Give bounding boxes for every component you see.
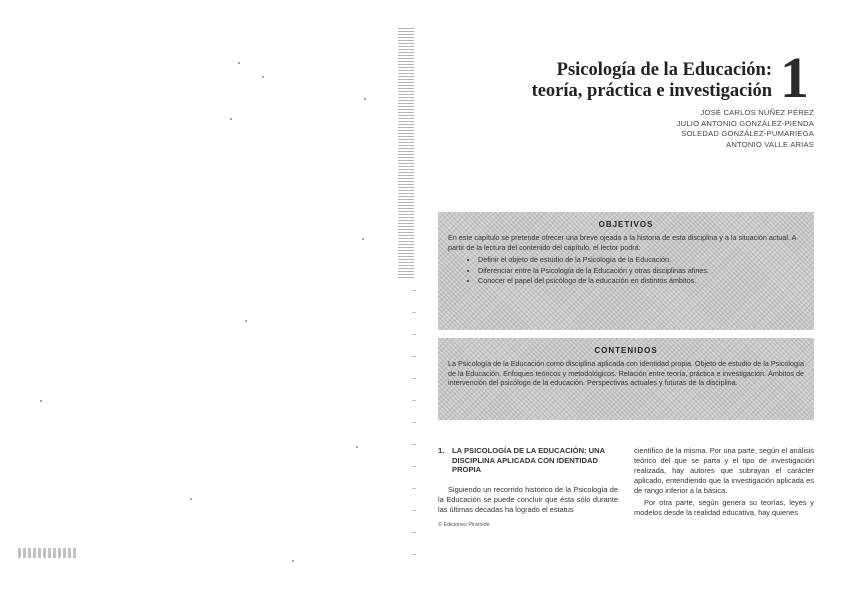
body-column-left [438, 446, 618, 517]
contents-box [438, 338, 814, 420]
section-number: 1. [438, 446, 445, 455]
section-title: LA PSICOLOGÍA DE LA EDUCACIÓN: UNA DISCIPLINA APLICADA CON IDENTIDAD PROPIA [452, 446, 605, 474]
objective-item: • Conocer el papel del psicólogo de la educación en distintos ámbitos. [478, 276, 804, 285]
objectives-box [438, 212, 814, 330]
scan-speck [364, 98, 366, 100]
chapter-title-line-1: Psicología de la Educación: [556, 60, 772, 80]
chapter-title [470, 60, 772, 102]
body-column-right [634, 446, 814, 520]
scan-mark [18, 548, 78, 558]
scan-speck [362, 238, 364, 240]
objectives-intro: En este capítulo se pretende ofrecer una breve ojeada a la historia de esta disciplina y a la situación actual. A partir de la lectura del contenido del capítulo, el lector podrá: [448, 233, 797, 252]
chapter-number: 1 [780, 45, 809, 110]
objective-item: • Definir el objeto de estudio de la Psicología de la Educación. [478, 255, 804, 264]
scan-speck [238, 62, 240, 64]
objective-item: • Diferenciar entre la Psicología de la Educación y otras disciplinas afines. [478, 266, 804, 275]
body-paragraph: Por otra parte, según genera su teorías, leyes y modelos desde la realidad educativa, hay quienes [634, 498, 814, 517]
author-name: SOLEDAD GONZÁLEZ-PUMARIEGA [681, 129, 814, 138]
scan-speck [245, 320, 247, 322]
author-name: ANTONIO VALLE ARIAS [726, 139, 814, 149]
objectives-heading: OBJETIVOS [598, 220, 654, 229]
chapter-title-line-2: teoría, práctica e investigación [531, 81, 772, 101]
scan-speck [40, 400, 42, 402]
body-paragraph: Siguiendo un recorrido histórico de la Psicología de la Educación se puede concluir que ésta sólo durante las últimas décadas ha logrado el estatus [438, 484, 618, 514]
section-heading [438, 446, 618, 475]
gutter-marks [412, 290, 416, 560]
body-paragraph: científico de la misma. Por una parte, según el análisis teórico del que se parta y el tipo de investigación realizada, hay autores que subrayan el carácter aplicado, entendiendo que la investigación aplicada es de rango inferior a la básica. [634, 446, 814, 495]
author-list [560, 108, 814, 150]
contents-heading: CONTENIDOS [594, 346, 658, 355]
scan-speck [230, 118, 232, 120]
author-name: JOSÉ CARLOS NÚÑEZ PÉREZ [700, 108, 814, 117]
author-name: JULIO ANTONIO GONZÁLEZ-PIENDA [676, 118, 814, 128]
scan-speck [190, 498, 192, 500]
book-spine-shadow [398, 28, 414, 278]
scan-speck [292, 560, 294, 562]
contents-text: La Psicología de la Educación como disciplina aplicada con identidad propia. Objeto de estudio de la Psicología de la Educación. Enfoques teóricos y metodológicos. Relación entre teoría, práctica e investigación. Ámbitos de intervención del psicólogo de la educación. Perspectivas actuales y futuras de la disciplina. [448, 359, 805, 388]
scan-speck [262, 76, 264, 78]
scan-speck [356, 446, 358, 448]
publisher-footer: © Ediciones Pirámide [438, 522, 490, 528]
objectives-list [448, 255, 804, 285]
